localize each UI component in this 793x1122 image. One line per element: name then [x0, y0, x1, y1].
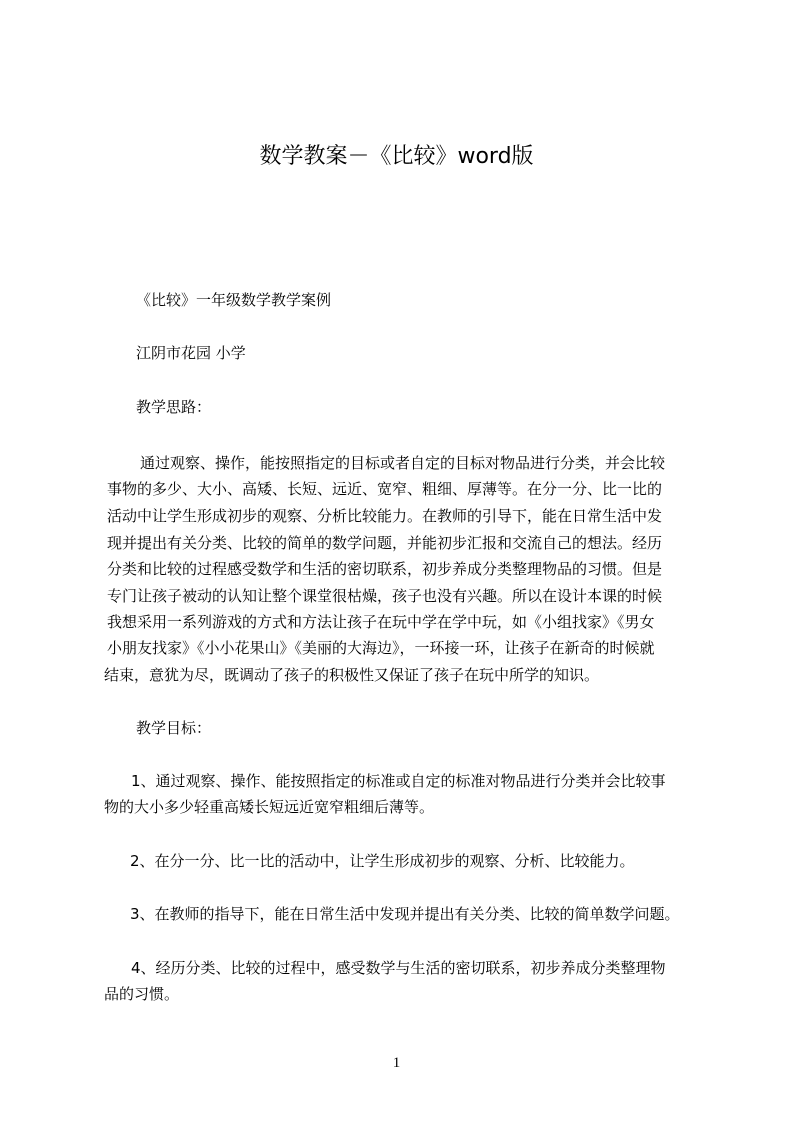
approach-line: 结束，意犹为尽，既调动了孩子的积极性又保证了孩子在玩中所学的知识。	[104, 666, 600, 684]
subtitle: 《比较》一年级数学教学案例	[136, 291, 332, 309]
goal-line: 1、通过观察、操作、能按照指定的标准或自定的标准对物品进行分类并会比较事	[131, 772, 666, 790]
document-title: 数学教案－《比较》word版	[259, 144, 534, 169]
approach-line: 我想采用一系列游戏的方式和方法让孩子在玩中学在学中玩，如《小组找家》《男女	[107, 613, 655, 631]
heading-goals: 教学目标：	[136, 719, 212, 737]
goal-line: 物的大小多少轻重高矮长短远近宽窄粗细后薄等。	[104, 798, 435, 816]
approach-line: 分类和比较的过程感受数学和生活的密切联系，初步养成分类整理物品的习惯。但是	[107, 560, 663, 578]
approach-line: 小朋友找家》《小小花果山》《美丽的大海边》，一环接一环，让孩子在新奇的时候就	[107, 639, 655, 657]
approach-line: 现并提出有关分类、比较的简单的数学问题，并能初步汇报和交流自己的想法。经历	[107, 534, 663, 552]
school-name: 江阴市花园 小学	[136, 344, 246, 362]
page-number: 1	[392, 1055, 401, 1071]
goal-line: 4、经历分类、比较的过程中，感受数学与生活的密切联系，初步养成分类整理物	[131, 959, 666, 977]
approach-line: 专门让孩子被动的认知让整个课堂很枯燥，孩子也没有兴趣。所以在设计本课的时候	[107, 587, 663, 605]
goal-line: 品的习惯。	[104, 985, 180, 1003]
heading-approach: 教学思路：	[136, 398, 212, 416]
approach-line: 活动中让学生形成初步的观察、分析比较能力。在教师的引导下，能在日常生活中发	[107, 507, 663, 525]
approach-line: 事物的多少、大小、高矮、长短、远近、宽窄、粗细、厚薄等。在分一分、比一比的	[107, 480, 663, 498]
approach-line: 通过观察、操作，能按照指定的目标或者自定的目标对物品进行分类，并会比较	[140, 454, 666, 472]
goal-line: 2、在分一分、比一比的活动中，让学生形成初步的观察、分析、比较能力。	[130, 852, 635, 870]
goal-line: 3、在教师的指导下，能在日常生活中发现并提出有关分类、比较的简单数学问题。	[130, 905, 680, 923]
